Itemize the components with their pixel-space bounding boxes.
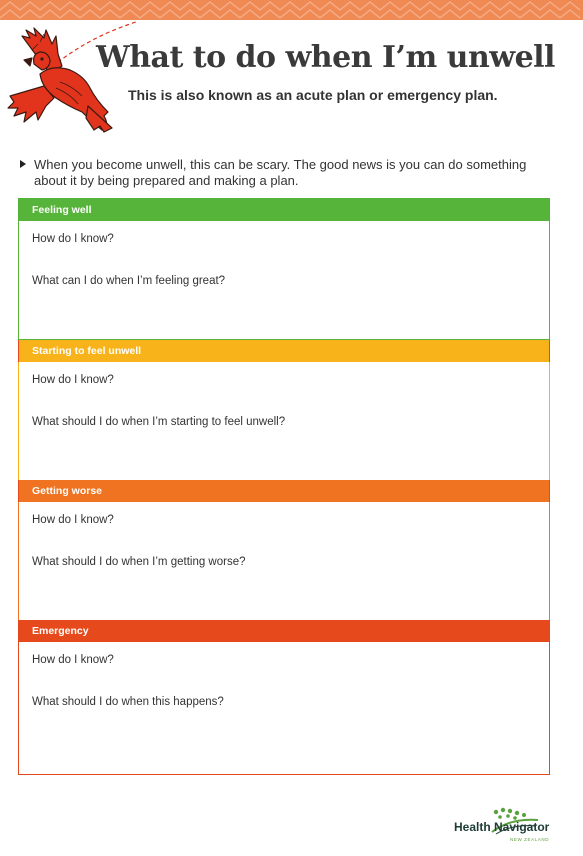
section-feeling-well [18,198,550,340]
section-header: Emergency [19,620,549,642]
question-how-do-i-know: How do I know? [32,233,114,245]
intro-paragraph [20,157,540,189]
page-title: What to do when I’m unwell [96,40,555,75]
section-body[interactable] [19,221,549,339]
section-body[interactable] [18,502,550,620]
logo-brand-text: Health Navigator [454,820,550,834]
action-plan-table [18,198,550,775]
section-header: Starting to feel unwell [19,340,549,362]
health-navigator-logo [452,806,570,846]
triangle-bullet-icon [20,160,26,168]
page-subtitle: This is also known as an acute plan or emergency plan. [128,87,498,103]
question-how-do-i-know: How do I know? [32,374,114,386]
top-pattern-band [0,0,583,20]
section-starting-to-feel-unwell [19,340,549,480]
section-header: Feeling well [19,199,549,221]
logo-subtext: NEW ZEALAND [510,837,550,842]
section-header: Getting worse [19,480,549,502]
question-what-to-do: What can I do when I’m feeling great? [32,275,226,287]
question-what-to-do: What should I do when I’m starting to feel unwell? [32,416,286,428]
section-emergency [19,620,549,774]
question-what-to-do: What should I do when this happens? [32,696,224,708]
pattern-decoration [0,0,583,20]
section-body[interactable] [18,362,550,480]
question-how-do-i-know: How do I know? [32,514,114,526]
intro-text: When you become unwell, this can be scary. The good news is you can do something about it by being prepared and making a plan. [34,157,527,188]
section-body[interactable] [19,642,549,774]
question-what-to-do: What should I do when I’m getting worse? [32,556,246,568]
section-getting-worse [19,480,549,620]
question-how-do-i-know: How do I know? [32,654,114,666]
